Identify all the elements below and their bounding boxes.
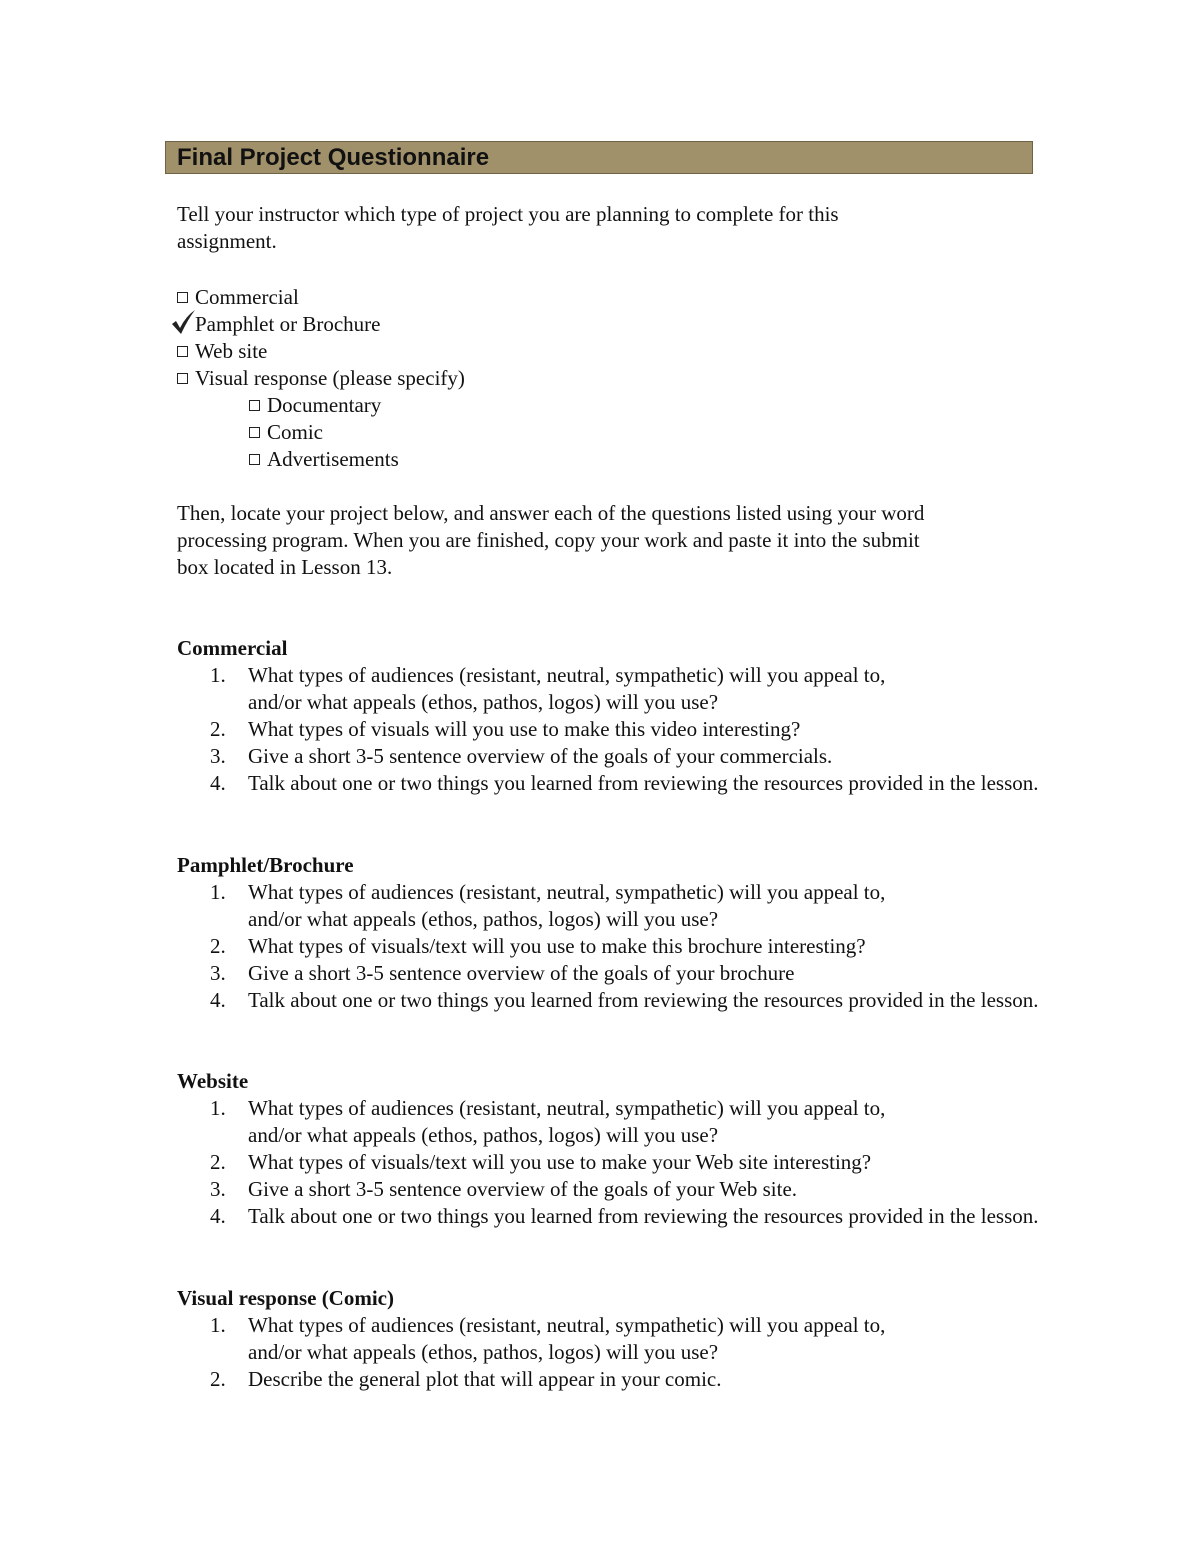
option-pamphlet[interactable] [177, 311, 465, 338]
instructions-line-1: Then, locate your project below, and answer each of the questions listed using your word [177, 501, 925, 525]
question-number: 3. [210, 1177, 226, 1201]
question-number: 1. [210, 1313, 226, 1337]
question-item [177, 1366, 885, 1393]
question-item [177, 1203, 1039, 1230]
question-number: 3. [210, 744, 226, 768]
question-list [177, 879, 1039, 1014]
question-number: 4. [210, 771, 226, 795]
section-website [177, 1068, 1039, 1230]
question-text: Talk about one or two things you learned from reviewing the resources provided in the lesson. [248, 771, 1039, 795]
checkbox-documentary[interactable] [249, 400, 260, 411]
title-banner [165, 141, 1033, 174]
question-number: 2. [210, 1150, 226, 1174]
question-text-cont: and/or what appeals (ethos, pathos, logos) will you use? [248, 907, 719, 931]
intro-line-1: Tell your instructor which type of project you are planning to complete for this [177, 202, 839, 226]
question-item [177, 743, 1039, 770]
question-number: 3. [210, 961, 226, 985]
question-list [177, 1312, 885, 1393]
question-item [177, 1312, 885, 1366]
page-title: Final Project Questionnaire [177, 144, 490, 171]
question-text: Give a short 3-5 sentence overview of the goals of your brochure [248, 961, 795, 985]
question-list [177, 1095, 1039, 1230]
question-item [177, 987, 1039, 1014]
option-visual-label: Visual response (please specify) [195, 366, 465, 390]
question-number: 1. [210, 1096, 226, 1120]
question-number: 2. [210, 934, 226, 958]
question-text: Talk about one or two things you learned from reviewing the resources provided in the lesson. [248, 988, 1039, 1012]
option-advertisements[interactable] [177, 446, 465, 473]
question-item [177, 933, 1039, 960]
intro-line-2: assignment. [177, 229, 277, 253]
section-heading: Pamphlet/Brochure [177, 853, 354, 877]
question-text: What types of audiences (resistant, neutral, sympathetic) will you appeal to, [248, 663, 886, 687]
checkbox-advertisements[interactable] [249, 454, 260, 465]
instructions-line-3: box located in Lesson 13. [177, 555, 393, 579]
section-heading: Website [177, 1069, 249, 1093]
section-commercial [177, 635, 1039, 797]
option-commercial-label: Commercial [195, 285, 299, 309]
question-item [177, 1176, 1039, 1203]
question-item [177, 879, 1039, 933]
instructions-line-2: processing program. When you are finished, copy your work and paste it into the submit [177, 528, 920, 552]
question-text: What types of audiences (resistant, neutral, sympathetic) will you appeal to, [248, 880, 886, 904]
option-documentary[interactable] [177, 392, 465, 419]
option-website[interactable] [177, 338, 465, 365]
section-visual-response [177, 1285, 885, 1393]
question-number: 1. [210, 880, 226, 904]
question-number: 4. [210, 988, 226, 1012]
question-item [177, 960, 1039, 987]
question-text: Give a short 3-5 sentence overview of the goals of your commercials. [248, 744, 833, 768]
option-comic-label: Comic [267, 420, 323, 444]
option-commercial[interactable] [177, 284, 465, 311]
checkbox-comic[interactable] [249, 427, 260, 438]
question-item [177, 716, 1039, 743]
question-list [177, 662, 1039, 797]
question-item [177, 1095, 1039, 1149]
section-heading: Visual response (Comic) [177, 1286, 394, 1310]
question-item [177, 662, 1039, 716]
section-heading: Commercial [177, 636, 288, 660]
question-text: What types of visuals/text will you use to make your Web site interesting? [248, 1150, 872, 1174]
option-comic[interactable] [177, 419, 465, 446]
option-visual[interactable] [177, 365, 465, 392]
question-text: Give a short 3-5 sentence overview of the goals of your Web site. [248, 1177, 798, 1201]
question-text-cont: and/or what appeals (ethos, pathos, logos) will you use? [248, 1123, 719, 1147]
option-documentary-label: Documentary [267, 393, 382, 417]
question-item [177, 1149, 1039, 1176]
question-text: What types of visuals will you use to make this video interesting? [248, 717, 801, 741]
question-text-cont: and/or what appeals (ethos, pathos, logos) will you use? [248, 690, 719, 714]
checkbox-visual[interactable] [177, 373, 188, 384]
question-number: 4. [210, 1204, 226, 1228]
checkbox-website[interactable] [177, 346, 188, 357]
intro-paragraph [177, 201, 839, 255]
question-text-cont: and/or what appeals (ethos, pathos, logos) will you use? [248, 1340, 719, 1364]
option-website-label: Web site [195, 339, 268, 363]
question-text: What types of audiences (resistant, neutral, sympathetic) will you appeal to, [248, 1313, 886, 1337]
question-text: Talk about one or two things you learned from reviewing the resources provided in the lesson. [248, 1204, 1039, 1228]
question-text: Describe the general plot that will appear in your comic. [248, 1367, 722, 1391]
question-number: 2. [210, 717, 226, 741]
checkmark-icon [169, 307, 199, 337]
project-type-options [177, 284, 465, 473]
question-item [177, 770, 1039, 797]
checkbox-commercial[interactable] [177, 292, 188, 303]
option-advertisements-label: Advertisements [267, 447, 399, 471]
question-text: What types of audiences (resistant, neutral, sympathetic) will you appeal to, [248, 1096, 886, 1120]
question-number: 2. [210, 1367, 226, 1391]
section-pamphlet [177, 852, 1039, 1014]
option-pamphlet-label: Pamphlet or Brochure [195, 312, 381, 336]
question-number: 1. [210, 663, 226, 687]
instructions-paragraph [177, 500, 924, 581]
question-text: What types of visuals/text will you use to make this brochure interesting? [248, 934, 866, 958]
